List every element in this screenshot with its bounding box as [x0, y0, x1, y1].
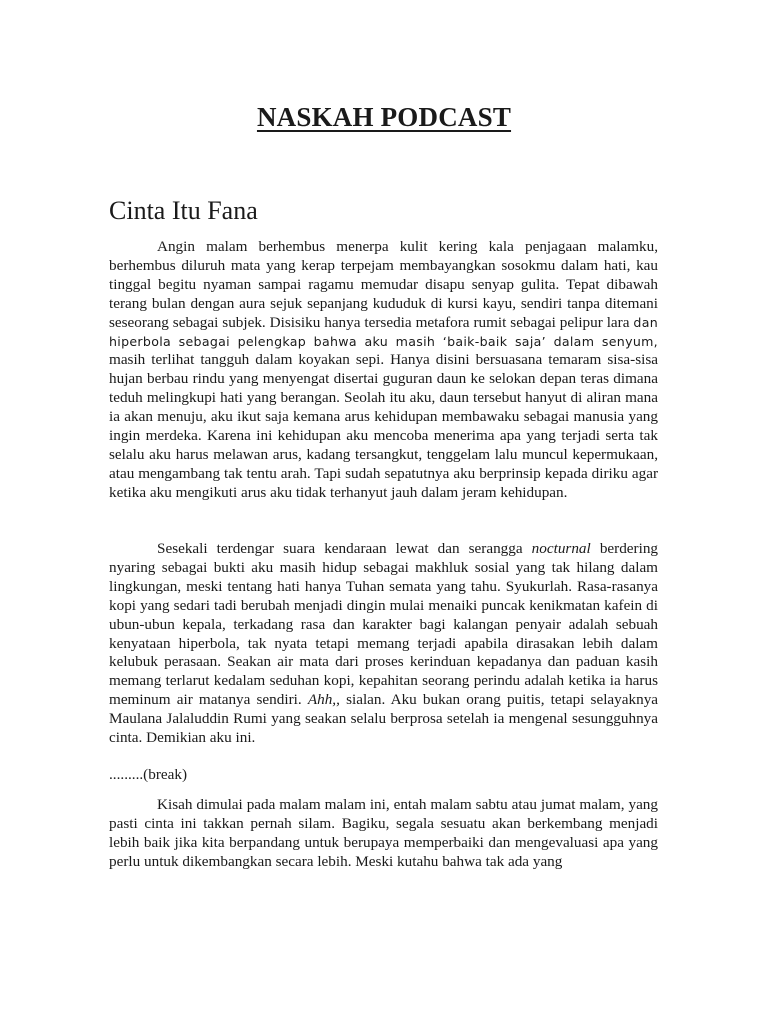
document-title: NASKAH PODCAST [256, 102, 512, 132]
paragraph-1 [109, 238, 658, 503]
paragraph-2-text-a: Sesekali terdengar suara kendaraan lewat dan serangga [157, 540, 523, 557]
paragraph-2-italic-nocturnal: nocturnal [531, 540, 591, 557]
paragraph-2-text-c: sialan. Aku bukan orang puitis, tetapi selayaknya Maulana Jalaluddin Rumi yang seakan selalu berprosa setelah ia mengenal sesungguhnya cinta. Demikian aku ini. [109, 691, 659, 747]
paragraph-1-text-a: Angin malam berhembus menerpa kulit kering kala penjagaan malamku, berhembus diluruh mata yang kerap terpejam membayangkan sosokmu dalam hati, kau tinggal begitu nyaman sampai ragamu memudar disapu senyap gulita. Tepat dibawah terang bulan dengan aura sejuk sepanjang kududuk di kursi kayu, sendiri tanpa ditemani seseorang sebagai subjek. Disisiku hanya tersedia metafora rumit sebagai pelipur lara [109, 238, 658, 331]
paragraph-1-text-b: dan hiperbola sebagai pelengkap bahwa aku masih ‘baik-baik saja’ dalam senyum, [109, 314, 659, 349]
paragraph-2-text-b: berdering nyaring sebagai bukti aku masih hidup sebagai makhluk sosial yang tak hilang dalam lingkungan, meski tentang hati hanya Tuhan semata yang tahu. Syukurlah. Rasa-rasanya kopi yang sedari tadi berubah menjadi dingin mulai menaiki puncak kenikmatan kafein di ubun-ubun kepala, terkadang rasa dan karakter bagi kalangan penyair adalah sebuah kenyataan hiperbola, tak nyata tetapi memang terjadi apabila dirasakan lebih dalam kelubuk perasaan. Seakan air mata dari proses kerinduan kepadanya dan paduan kasih memang terlarut kedalam seduhan kopi, kepahitan seorang perindu adalah ketika ia harus meminum air matanya sendiri. [109, 540, 659, 709]
paragraph-1-text-c: masih terlihat tangguh dalam koyakan sepi. Hanya disini bersuasana temaram sisa-sisa hujan berbau rindu yang menyengat disertai guguran daun ke selokan depan teras dimana teduh melingkupi hati yang berangan. Seolah itu aku, daun tersebut hanyut di aliran mana ia akan menuju, aku ikut saja kemana arus kehidupan membawaku sebagai manusia yang ingin merdeka. Karena ini kehidupan aku mencoba menerima apa yang terjadi serta tak selalu aku harus melawan arus, kadang tersangkut, tenggelam lalu muncul kepermukaan, atau mengambang tak tentu arah. Tapi sudah sepatutnya aku berprinsip kepada diriku agar ketika aku mengikuti arus aku tidak terhanyut jauh dalam jeram kehidupan. [109, 351, 658, 501]
paragraph-3: Kisah dimulai pada malam malam ini, entah malam sabtu atau jumat malam, yang pasti cinta ini takkan pernah silam. Bagiku, segala sesuatu akan berkembang menjadi lebih baik jika kita berpandang untuk berupaya memperbaiki dan mengevaluasi apa yang perlu untuk dikembangkan secara lebih. Meski kutahu bahwa tak ada yang [109, 796, 658, 870]
paragraph-2-italic-ahh: Ahh,, [307, 691, 340, 709]
section-heading: Cinta Itu Fana [109, 196, 258, 225]
paragraph-2 [109, 540, 658, 748]
break-marker: .........(break) [109, 766, 188, 783]
